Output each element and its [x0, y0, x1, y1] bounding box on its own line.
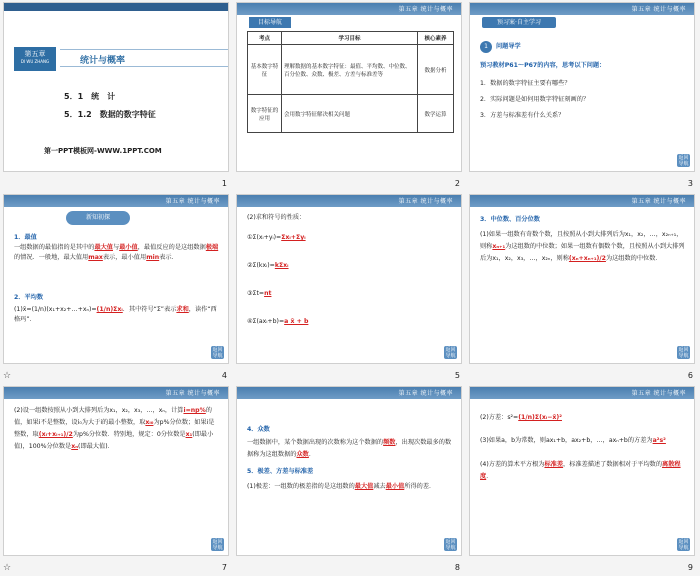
text-run: 的情况．一般地，最大值用 — [14, 254, 89, 261]
slide-number: 8 — [454, 563, 460, 572]
text-run: ． — [308, 451, 316, 458]
answer-text: 极端 — [205, 244, 219, 251]
question-3: 3．方差与标准差有什么关系？ — [480, 112, 565, 119]
text-run: ．其中符号“Σ”表示 — [122, 306, 177, 313]
text-run: (1)x̄=(1/n)(x₁+x₂+…+xₙ)= — [14, 306, 97, 313]
text-run: (4)方差的算术平方根为 — [480, 461, 545, 468]
text-run: ④Σ(axᵢ+b)= — [247, 318, 285, 325]
answer-text: 频数 — [383, 439, 396, 446]
star-icon: ☆ — [3, 371, 12, 381]
answer-text: max — [88, 254, 103, 261]
text-run: 为这组数的中位数． — [605, 255, 662, 262]
section-heading: 问题导学 — [496, 43, 521, 50]
slide-thumbnail-5[interactable] — [236, 194, 462, 364]
text-run: 为p%分位数． — [72, 431, 114, 438]
text-run: ①Σ(xᵢ+yᵢ)= — [247, 234, 282, 241]
header-text: 第五章 统计与概率 — [398, 6, 453, 13]
formula-3 — [247, 289, 271, 299]
table-header: 核心素养 — [418, 32, 454, 45]
text-run: 特别地，规定：0分位数是 — [113, 431, 186, 438]
formula-4 — [247, 317, 308, 327]
slide-title: 统计与概率 — [80, 56, 126, 66]
mode-paragraph — [247, 437, 453, 461]
question-1: 1．数据的数字特征主要有哪些？ — [480, 80, 571, 87]
table-row — [248, 45, 454, 95]
answer-text: 最小值 — [385, 483, 405, 490]
star-icon: ☆ — [3, 563, 12, 573]
text-run: (1)如果一组数有奇数个数，且按照从小到大排列后为x₁，x₂，…，x₂ₙ₊₁，则称 — [480, 231, 683, 250]
slide-cell-9[interactable] — [466, 384, 699, 576]
header-text: 第五章 统计与概率 — [165, 198, 220, 205]
heading-mode: 4．众数 — [247, 426, 270, 433]
back-nav-icon[interactable]: 返回导航 — [678, 539, 689, 551]
header-text: 第五章 统计与概率 — [631, 390, 686, 397]
text-run: (1)极差：一组数的极差指的是这组数的 — [247, 483, 355, 490]
slide-cell-2[interactable] — [233, 0, 466, 192]
text-run: ，读作“西格玛”． — [14, 306, 217, 323]
heading-median: 3．中位数、百分位数 — [480, 216, 540, 223]
text-run: ． — [486, 473, 493, 480]
intro-text: (2)求和符号的性质： — [247, 214, 306, 221]
subsection-title: 5．1.2 数据的数字特征 — [64, 110, 156, 119]
slide-thumbnail-3[interactable] — [469, 2, 695, 172]
slide-thumbnail-8[interactable] — [236, 386, 462, 556]
slide-thumbnail-1[interactable] — [3, 2, 229, 172]
answer-text: (1/n)Σ(xᵢ−x̄)² — [518, 414, 562, 421]
table-header: 学习目标 — [282, 32, 418, 45]
slide-thumbnail-7[interactable] — [3, 386, 229, 556]
answer-text: 最小值 — [119, 244, 138, 251]
median-paragraph — [480, 229, 686, 265]
heading-extrema: 1．最值 — [14, 234, 37, 241]
question-2: 2．实际问题是如何用数字特征刻画的？ — [480, 96, 590, 103]
text-run: (2)方差：s²= — [480, 414, 519, 421]
answer-text: 最大值 — [94, 244, 113, 251]
slide-number: 9 — [687, 563, 693, 572]
text-run: ②Σ(kxᵢ)= — [247, 262, 275, 269]
back-nav-icon[interactable]: 返回导航 — [212, 347, 223, 359]
variance-line — [480, 413, 562, 423]
answer-text: 标准差 — [544, 461, 564, 468]
slide-number: 7 — [221, 563, 227, 572]
text-run: 为p%分位数；如果i是整数，取 — [14, 419, 215, 438]
answer-text: a x̄ + b — [284, 318, 309, 325]
slide-number: 6 — [687, 371, 693, 380]
answer-text: xₙ₊₁ — [492, 243, 506, 250]
table-row — [248, 95, 454, 133]
header-bar — [470, 195, 694, 207]
answer-text: Σxᵢ+Σyᵢ — [281, 234, 306, 241]
back-nav-icon[interactable]: 返回导航 — [212, 539, 223, 551]
answer-text: (1/n)Σxᵢ — [96, 306, 123, 313]
text-run: 一组数据中，某个数据出现的次数称为这个数据的 — [247, 439, 384, 446]
section-badge: 新知初探 — [66, 211, 130, 225]
text-run: (3)如果a，b为常数，则ax₁+b，ax₂+b，…，axₙ+b的方差为 — [480, 437, 653, 444]
table-cell: 会用数字特征解决相关问题 — [282, 95, 418, 133]
answer-text: nt — [264, 290, 272, 297]
header-text: 第五章 统计与概率 — [631, 198, 686, 205]
slide-number: 4 — [221, 371, 227, 380]
formula-2 — [247, 261, 289, 271]
table-cell: 数据分析 — [418, 45, 454, 95]
slide-thumbnail-2[interactable] — [236, 2, 462, 172]
text-run: ③Σt= — [247, 290, 265, 297]
range-paragraph — [247, 481, 453, 493]
number-badge: 1 — [480, 41, 492, 53]
text-run: 与 — [113, 244, 120, 251]
answer-text: 最大值 — [354, 483, 374, 490]
section-label: 目标导航 — [249, 17, 291, 28]
header-bar — [4, 387, 228, 399]
section-tab: 预习案·自主学习 — [482, 17, 556, 28]
slide-cell-5[interactable] — [233, 192, 466, 384]
text-run: 的值，如果i不是整数，设i₀为大于i的最小整数，取 — [14, 407, 212, 426]
answer-text: kΣxᵢ — [274, 262, 289, 269]
header-bar — [237, 3, 461, 15]
answer-text: (xₙ+xₙ₊₁)/2 — [568, 255, 606, 262]
extrema-paragraph — [14, 243, 220, 263]
answer-text: x₁ — [185, 431, 193, 438]
header-text: 第五章 统计与概率 — [631, 6, 686, 13]
slide-cell-4[interactable] — [0, 192, 233, 384]
answer-text: a²s² — [652, 437, 666, 444]
chapter-badge — [14, 47, 56, 71]
slide-number: 3 — [687, 179, 693, 188]
answer-text: xₙ — [71, 443, 79, 450]
text-run: 表示，最小值用 — [102, 254, 147, 261]
header-text: 第五章 统计与概率 — [398, 390, 453, 397]
objectives-table — [247, 31, 454, 133]
table-header: 考点 — [248, 32, 282, 45]
answer-text: 离散程度 — [480, 461, 681, 480]
text-run: ，最值反应的是这组数据 — [137, 244, 206, 251]
table-cell: 理解数据的基本数字特征：最值、平均数、中位数、百分位数、众数、极差、方差与标准差等 — [282, 45, 418, 95]
formula-1 — [247, 233, 306, 243]
text-run: ，出现次数最多的数据称为这组数据的 — [247, 439, 452, 458]
slide-cell-3[interactable] — [466, 0, 699, 192]
slide-cell-8[interactable] — [233, 384, 466, 576]
slide-number: 2 — [454, 179, 460, 188]
std-dev-line — [480, 459, 686, 483]
answer-text: min — [146, 254, 160, 261]
slide-thumbnail-4[interactable] — [3, 194, 229, 364]
text-run: 一组数据的最值指的是其中的 — [14, 244, 95, 251]
slide-cell-7[interactable] — [0, 384, 233, 576]
intro-text: 预习教材P61～P67的内容，思考以下问题： — [480, 62, 606, 69]
slide-number: 5 — [454, 371, 460, 380]
section-title: 5．1 统 计 — [64, 92, 116, 101]
chapter-label: 第五章 — [24, 50, 46, 58]
answer-text: 求和 — [176, 306, 189, 313]
slide-thumbnail-6[interactable] — [469, 194, 695, 364]
text-run: ，标准差描述了数据相对于平均数的 — [563, 461, 663, 468]
text-run: (即最小值)，100%分位数是 — [14, 431, 214, 450]
text-run: 表示． — [159, 254, 178, 261]
text-run: 减去 — [373, 483, 386, 490]
mean-paragraph — [14, 305, 220, 325]
percentile-paragraph — [14, 405, 220, 453]
header-bar — [4, 195, 228, 207]
back-nav-icon[interactable]: 返回导航 — [445, 347, 456, 359]
header-text: 第五章 统计与概率 — [165, 390, 220, 397]
chapter-en-label: DI WU ZHANG — [20, 59, 50, 64]
answer-text: xᵢ₀ — [145, 419, 154, 426]
table-cell: 数学运算 — [418, 95, 454, 133]
top-stripe — [4, 3, 228, 11]
heading-mean: 2．平均数 — [14, 294, 44, 301]
table-header-row — [248, 32, 454, 45]
header-bar — [237, 387, 461, 399]
table-cell: 基本数字特征 — [248, 45, 282, 95]
text-run: (即最大值)． — [78, 443, 114, 450]
back-nav-icon[interactable]: 返回导航 — [678, 155, 689, 167]
answer-text: i=np% — [183, 407, 206, 414]
footer-text: 第一PPT模板网-WWW.1PPT.COM — [44, 147, 162, 155]
back-nav-icon[interactable]: 返回导航 — [445, 539, 456, 551]
header-text: 第五章 统计与概率 — [398, 198, 453, 205]
text-run: 所得的差． — [404, 483, 436, 490]
slide-number: 1 — [221, 179, 227, 188]
text-run: (2)设一组数按照从小到大排列后为x₁，x₂，x₃，…，xₙ，计算 — [14, 407, 184, 414]
linear-variance-line — [480, 435, 686, 447]
header-bar — [470, 387, 694, 399]
header-bar — [237, 195, 461, 207]
answer-text: 众数 — [296, 451, 309, 458]
text-run: 为这组数的中位数；如果一组数有偶数个数，且按照从小到大排列后为x₁，x₂，x₃，…，x₂ₙ，则称 — [480, 243, 685, 262]
table-cell: 数字特征的应用 — [248, 95, 282, 133]
header-bar — [470, 3, 694, 15]
back-nav-icon[interactable]: 返回导航 — [678, 347, 689, 359]
heading-range: 5．极差、方差与标准差 — [247, 468, 314, 475]
slide-cell-6[interactable] — [466, 192, 699, 384]
answer-text: (xᵢ+xᵢ₊₁)/2 — [38, 431, 73, 438]
slide-thumbnail-9[interactable] — [469, 386, 695, 556]
slide-cell-1[interactable] — [0, 0, 233, 192]
